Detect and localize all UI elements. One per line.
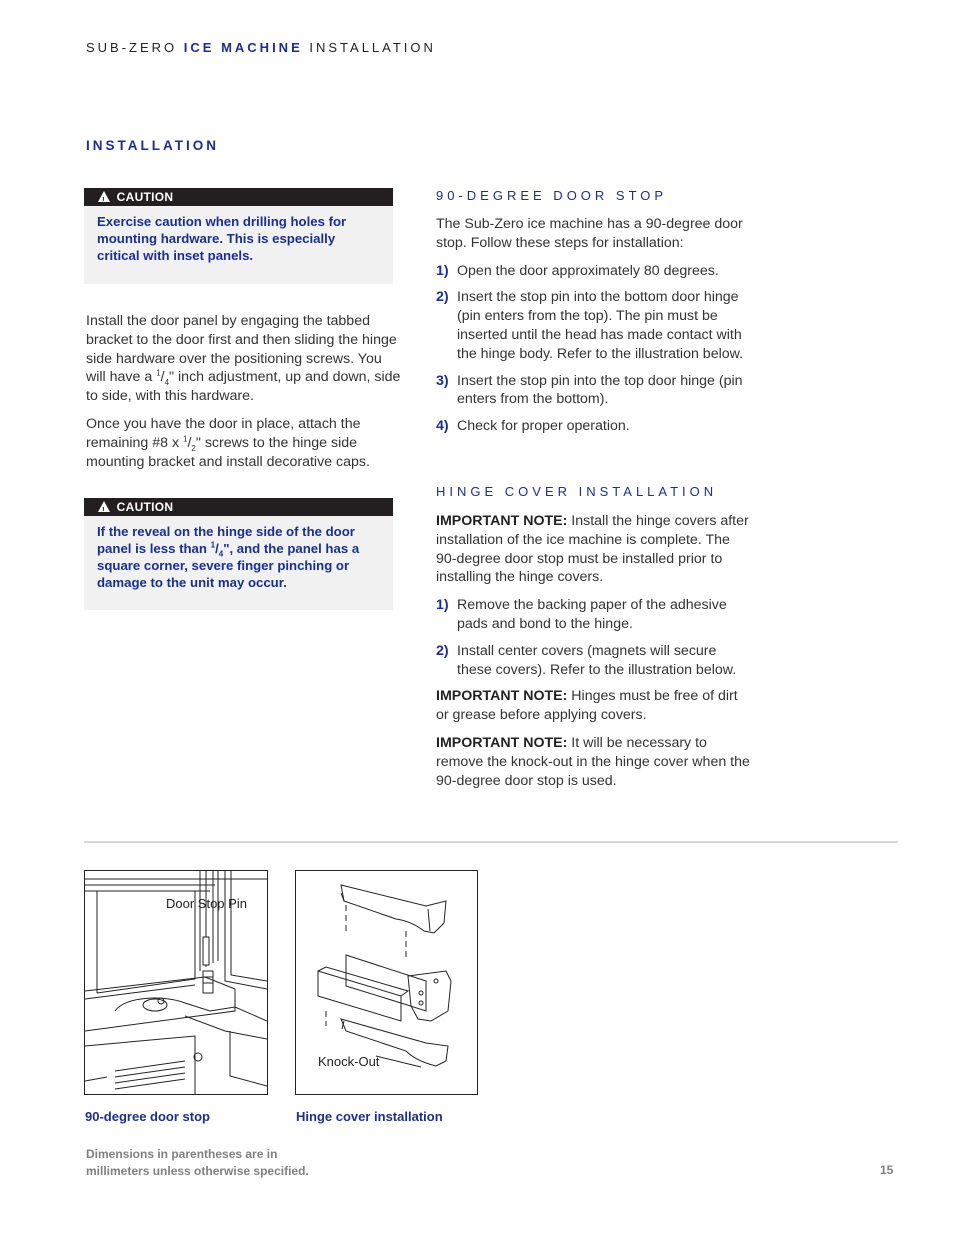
footer-line-2: millimeters unless otherwise specified. (86, 1164, 309, 1178)
door-stop-pin-label: Door Stop Pin (166, 896, 247, 911)
important-note: IMPORTANT NOTE: Hinges must be free of dirt or grease before applying covers. (436, 688, 738, 724)
knock-out-label: Knock-Out (318, 1054, 380, 1069)
figure-caption-hinge-cover: Hinge cover installation (296, 1109, 443, 1124)
list-item: 3) Insert the stop pin into the top door hinge (pin enters from the bottom). (436, 372, 743, 408)
warning-icon (98, 501, 110, 512)
hinge-cover-steps (436, 596, 754, 679)
door-stop-steps (436, 262, 754, 436)
caution-box-reveal (84, 498, 393, 610)
section-title: INSTALLATION (86, 138, 219, 153)
header-section: INSTALLATION (309, 40, 436, 55)
page-number: 15 (880, 1163, 894, 1177)
hinge-cover-illustration (295, 870, 478, 1095)
figure-caption-door-stop: 90-degree door stop (85, 1109, 210, 1124)
paragraph-door-panel: Install the door panel by engaging the tabbed bracket to the door first and then sliding the hinge side hardware over the positioning screws. You will have a $^1/_4$" inch adjustment, up and down, side to side, with this hardware. (86, 313, 401, 405)
door-stop-intro: The Sub-Zero ice machine has a 90-degree door stop. Follow these steps for installation: (436, 216, 743, 251)
warning-icon (98, 191, 110, 202)
list-item: 1) Remove the backing paper of the adhesive pads and bond to the hinge. (436, 597, 727, 632)
caution-label: CAUTION (116, 190, 174, 204)
door-stop-illustration (84, 870, 268, 1095)
svg-text:Knock-Out (318, 1054, 380, 1069)
list-item: 4) Check for proper operation. (436, 418, 630, 435)
door-stop-heading: 90-DEGREE DOOR STOP (436, 188, 668, 203)
hinge-cover-body (436, 512, 754, 799)
list-item: 2) Install center covers (magnets will secure these covers). Refer to the illustration below. (436, 642, 737, 678)
hinge-cover-heading: HINGE COVER INSTALLATION (436, 484, 718, 499)
caution-text: Exercise caution when drilling holes for mounting hardware. This is especially critical with inset panels. (97, 214, 347, 263)
running-header (86, 40, 436, 55)
caution-header (84, 188, 393, 206)
left-body-text (86, 312, 402, 480)
door-stop-drawing (85, 871, 267, 1094)
caution-box-drilling (84, 188, 393, 284)
paragraph-screws: Once you have the door in place, attach the remaining #8 x $^1/_2$" screws to the hinge side mounting bracket and install decorative caps. (86, 415, 370, 470)
important-note: IMPORTANT NOTE: Install the hinge covers after installation of the ice machine is complete. The 90-degree door stop must be installed prior to installing the hinge covers. (436, 513, 749, 586)
hinge-cover-drawing (296, 871, 477, 1094)
footer-line-1: Dimensions in parentheses are in (86, 1147, 278, 1161)
caution-text: If the reveal on the hinge side of the door panel is less than $^1/_4$", and the panel has a square corner, severe finger pinching or damage to the unit may occur. (97, 524, 360, 590)
footer-note (86, 1146, 309, 1180)
section-divider (84, 841, 898, 843)
header-brand: SUB-ZERO (86, 40, 178, 55)
list-item: 1) Open the door approximately 80 degrees. (436, 262, 719, 279)
svg-text:Door Stop Pin (166, 896, 247, 911)
caution-label: CAUTION (116, 500, 174, 514)
important-note: IMPORTANT NOTE: It will be necessary to remove the knock-out in the hinge cover when the 90-degree door stop is used. (436, 734, 750, 789)
door-stop-body (436, 215, 754, 444)
header-product: ICE MACHINE (183, 40, 303, 55)
list-item: 2) Insert the stop pin into the bottom door hinge (pin enters from the top). The pin must be inserted until the head has made contact with the hinge body. Refer to the illustration below. (436, 289, 744, 362)
caution-header (84, 498, 393, 516)
